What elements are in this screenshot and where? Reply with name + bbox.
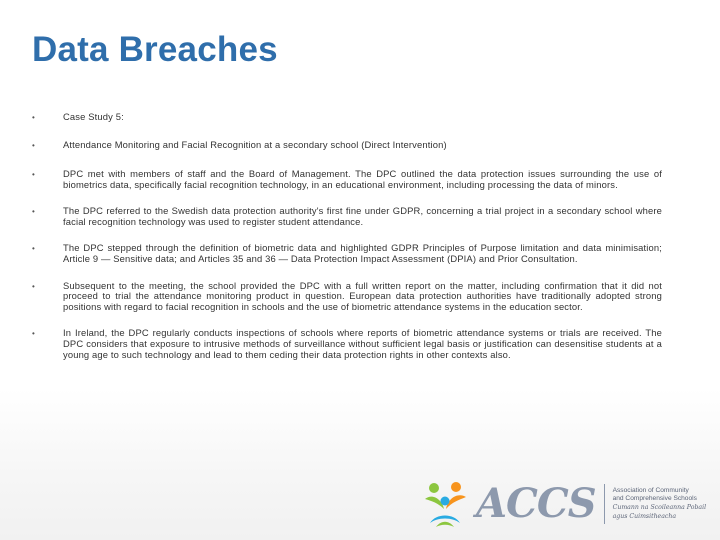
bullet-text: In Ireland, the DPC regularly conducts inspections of schools where reports of biometric attendance systems or trials are received. The DPC considers that exposure to intrusive methods of surveillance without sufficient legal basis or justification can desensitise students at a young age to such technology and lead to them ceding their data protection rights in other contexts also.	[63, 327, 662, 360]
bullet-list	[30, 112, 662, 360]
logo-line: Cumann na Scoileanna Pobail	[612, 504, 707, 511]
bullet-item	[30, 112, 662, 124]
bullet-dot: •	[32, 113, 35, 122]
bullet-dot: •	[32, 141, 35, 150]
bullet-text: The DPC referred to the Swedish data protection authority's first fine under GDPR, concerning a trial project in a secondary school where facial recognition technology was used to register student attendance.	[63, 205, 662, 227]
bullet-text: DPC met with members of staff and the Board of Management. The DPC outlined the data protection issues surrounding the use of biometrics data, specifically facial recognition technology, in an educational environment, including processing the data of minors.	[63, 168, 662, 190]
bullet-item	[30, 328, 662, 360]
bullet-text: Attendance Monitoring and Facial Recognition at a secondary school (Direct Intervention)	[63, 139, 447, 150]
bullet-dot: •	[32, 329, 35, 339]
logo-line: agus Cuimsitheacha	[612, 512, 677, 520]
page-title: Data Breaches	[32, 30, 278, 69]
bullet-dot: •	[32, 170, 35, 179]
logo-line: and Comprehensive Schools	[612, 495, 697, 503]
bullet-dot: •	[32, 207, 35, 217]
bullet-item	[30, 243, 662, 264]
bullet-item	[30, 169, 662, 190]
accs-figures-icon	[422, 479, 468, 529]
bullet-item	[30, 206, 662, 227]
bullet-item	[30, 140, 662, 152]
bullet-item	[30, 281, 662, 313]
bullet-dot: •	[32, 281, 35, 291]
bullet-text: Case Study 5:	[63, 111, 124, 122]
logo-divider	[604, 484, 605, 524]
bullet-text: The DPC stepped through the definition of biometric data and highlighted GDPR Principles of Purpose limitation and data minimisation; Article 9 — Sensitive data; and Articles 35 and 36 — Data Protection Impact Assessment (DPIA) and Prior Consultation.	[63, 242, 662, 264]
logo-acronym: ACCS	[476, 480, 596, 527]
logo-line: Association of Community	[612, 486, 689, 494]
accs-logo	[422, 476, 712, 532]
bullet-dot: •	[32, 244, 35, 254]
bullet-text: Subsequent to the meeting, the school provided the DPC with a full written report on the matter, including confirmation that it did not proceed to trial the attendance monitoring product in question. European data protection authorities have traditionally adopted strong positions with regard to facial recognition in schools and the use of biometric attendance systems in the education sector.	[63, 279, 662, 312]
logo-text	[613, 487, 706, 521]
